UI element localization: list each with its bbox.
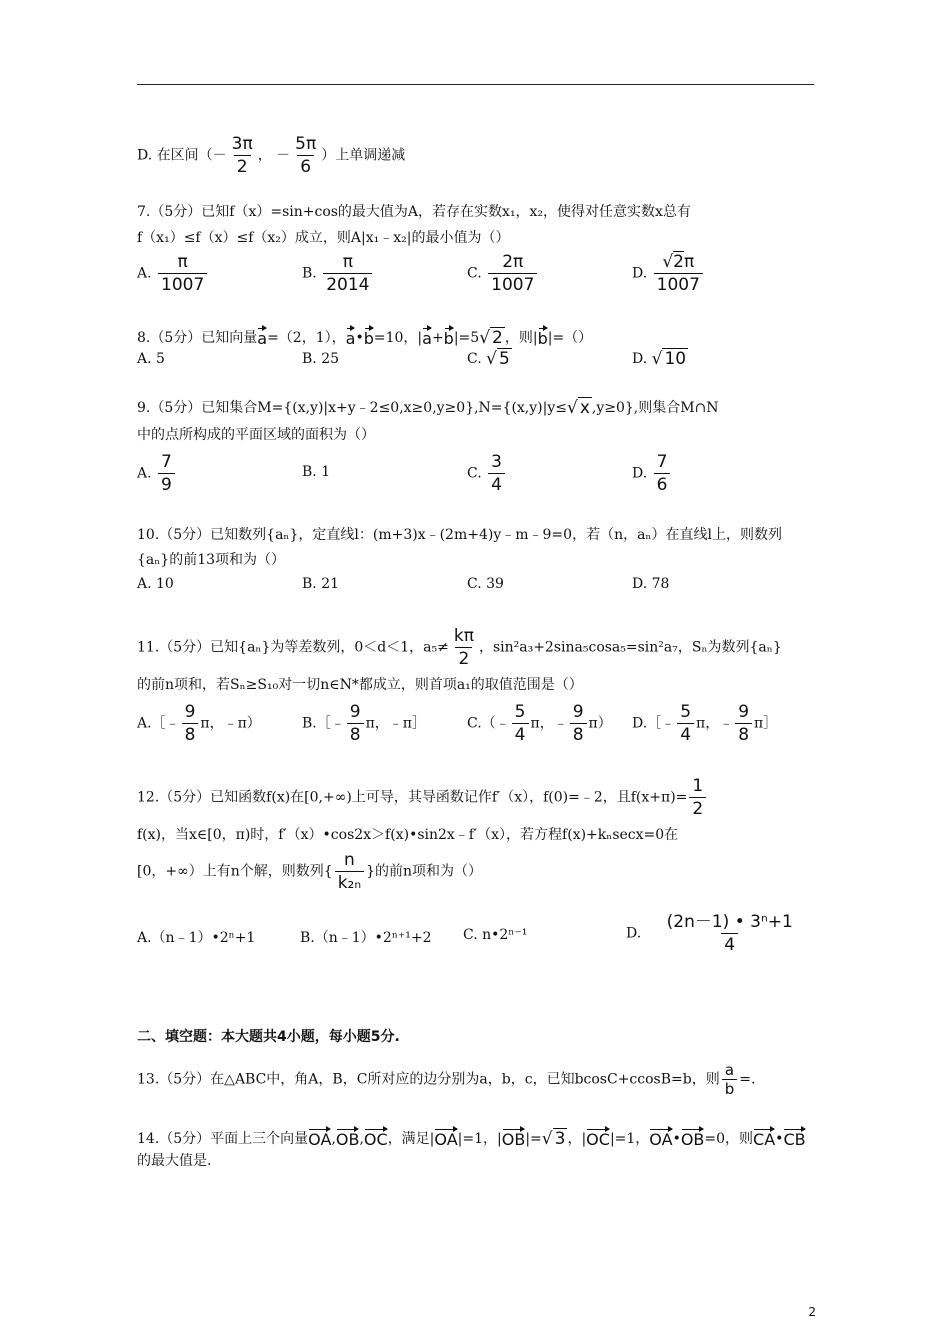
q11-option-b: B.［﹣ $\frac{9}{8}$ π，﹣π］ (302, 702, 426, 745)
q10-option-a: A. 10 (137, 576, 174, 592)
q10-stem-line2: {aₙ}的前13项和为（） (137, 552, 286, 568)
q10-option-d: D. 78 (632, 576, 670, 592)
q12-stem-line2: f(x)，当x∈[0，π)时，f′（x）•cos2x＞f(x)•sin2x﹣f′（x），若方程f(x)+kₙsecx=0在 (137, 827, 679, 843)
q7-option-d: D. $\frac{√2\pi}{1007}$ (632, 252, 705, 295)
q10-option-c: C. 39 (467, 576, 504, 592)
q9-stem-line2: 中的点所构成的平面区域的面积为（） (137, 427, 375, 443)
q7-stem-line1: 7.（5分）已知f（x）=sin+cos的最大值为A，若存在实数x₁，x₂，使得对任意实数x总有 (137, 204, 691, 220)
page-number: 2 (808, 1305, 816, 1319)
q12-stem-line1: 12.（5分）已知函数f(x)在[0,+∞)上可导，其导函数记作f′（x），f(0)=﹣2，且f(x+π)= $\frac{1}{2}$ (137, 776, 708, 819)
q14-stem-line1: 14.（5分）平面上三个向量OA,OB,OC，满足|OA|=1，|OB|=√ 3 ，|OC|=1，OA•OB=0，则CA•CB (137, 1126, 806, 1149)
q11-stem-line2: 的前n项和，若Sₙ≥S₁₀对一切n∈N*都成立，则首项a₁的取值范围是（） (137, 677, 583, 693)
fraction: $\frac{3\pi}{2}$ (231, 134, 253, 177)
q8-option-b: B. 25 (302, 351, 340, 367)
q12-option-a: A.（n﹣1）•2ⁿ+1 (137, 930, 256, 946)
q12-stem-line3: [0，+∞）上有n个解，则数列{ $\frac{n}{\text{k₂ₙ}}$ }的前n项和为（） (137, 850, 483, 893)
q7-option-b: B. $\frac{\pi}{2014}$ (302, 252, 374, 295)
q6-option-d: D. 在区间（－ $\frac{3\pi}{2}$ ， － $\frac{5\pi}{6}$ ）上单调递减 (137, 134, 406, 177)
q10-stem-line1: 10.（5分）已知数列{aₙ}，定直线l：(m+3)x﹣(2m+4)y﹣m﹣9=0，若（n，aₙ）在直线l上，则数列 (137, 527, 782, 543)
q8-option-d: D. √ 10 (632, 349, 687, 369)
q11-stem-line1: 11.（5分）已知{aₙ}为等差数列，0＜d＜1，a₅≠ $\frac{k\pi}{2}$ ，sin²a₃+2sina₅cosa₅=sin²a₇，Sₙ为数列{aₙ} (137, 626, 782, 669)
fraction: $\frac{5\pi}{6}$ (295, 134, 317, 177)
q7-option-a: A. $\frac{\pi}{1007}$ (137, 252, 209, 295)
q12-option-b: B.（n﹣1）•2ⁿ⁺¹+2 (300, 930, 432, 946)
q8-stem: 8.（5分）已知向量a=（2，1），a•b=10，|a+b|=5√ 2 ，则|b|=（） (137, 325, 592, 348)
q14-stem-line2: 的最大值是. (137, 1153, 212, 1169)
q9-stem-line1: 9.（5分）已知集合M={(x,y)|x+y﹣2≤0,x≥0,y≥0},N={(x,y)|y≤√ x ,y≥0},则集合M∩N (137, 398, 719, 418)
q11-option-c: C.（﹣ $\frac{5}{4}$ π，﹣ $\frac{9}{8}$ π） (467, 702, 612, 745)
q11-option-d: D.［﹣ $\frac{5}{4}$ π，﹣ $\frac{9}{8}$ π］ (632, 702, 778, 745)
section-title: 二、填空题：本大题共4小题，每小题5分. (137, 1029, 400, 1045)
q9-option-c: C. $\frac{3}{4}$ (467, 452, 507, 495)
q8-option-c: C. √ 5 (467, 349, 510, 369)
q9-option-d: D. $\frac{7}{6}$ (632, 452, 672, 495)
q9-option-b: B. 1 (302, 464, 331, 480)
q12-option-c: C. n•2ⁿ⁻¹ (463, 927, 528, 943)
q11-option-a: A.［﹣ $\frac{9}{8}$ π，﹣π） (137, 702, 261, 745)
q13-stem: 13.（5分）在△ABC中，角A，B，C所对应的边分别为a，b，c，已知bcosC+ccosB=b，则 $\frac{a}{b}$ =. (137, 1061, 756, 1098)
q7-stem-line2: f（x₁）≤f（x）≤f（x₂）成立，则A|x₁﹣x₂|的最小值为（） (137, 230, 510, 246)
q9-option-a: A. $\frac{7}{9}$ (137, 452, 177, 495)
q7-option-c: C. $\frac{2\pi}{1007}$ (467, 252, 539, 295)
q12-option-d: D. $\frac{\text{(2n－1) • 3ⁿ+1}}{4}$ (626, 912, 793, 955)
header-rule (137, 84, 814, 85)
q8-option-a: A. 5 (137, 351, 165, 367)
q10-option-b: B. 21 (302, 576, 340, 592)
